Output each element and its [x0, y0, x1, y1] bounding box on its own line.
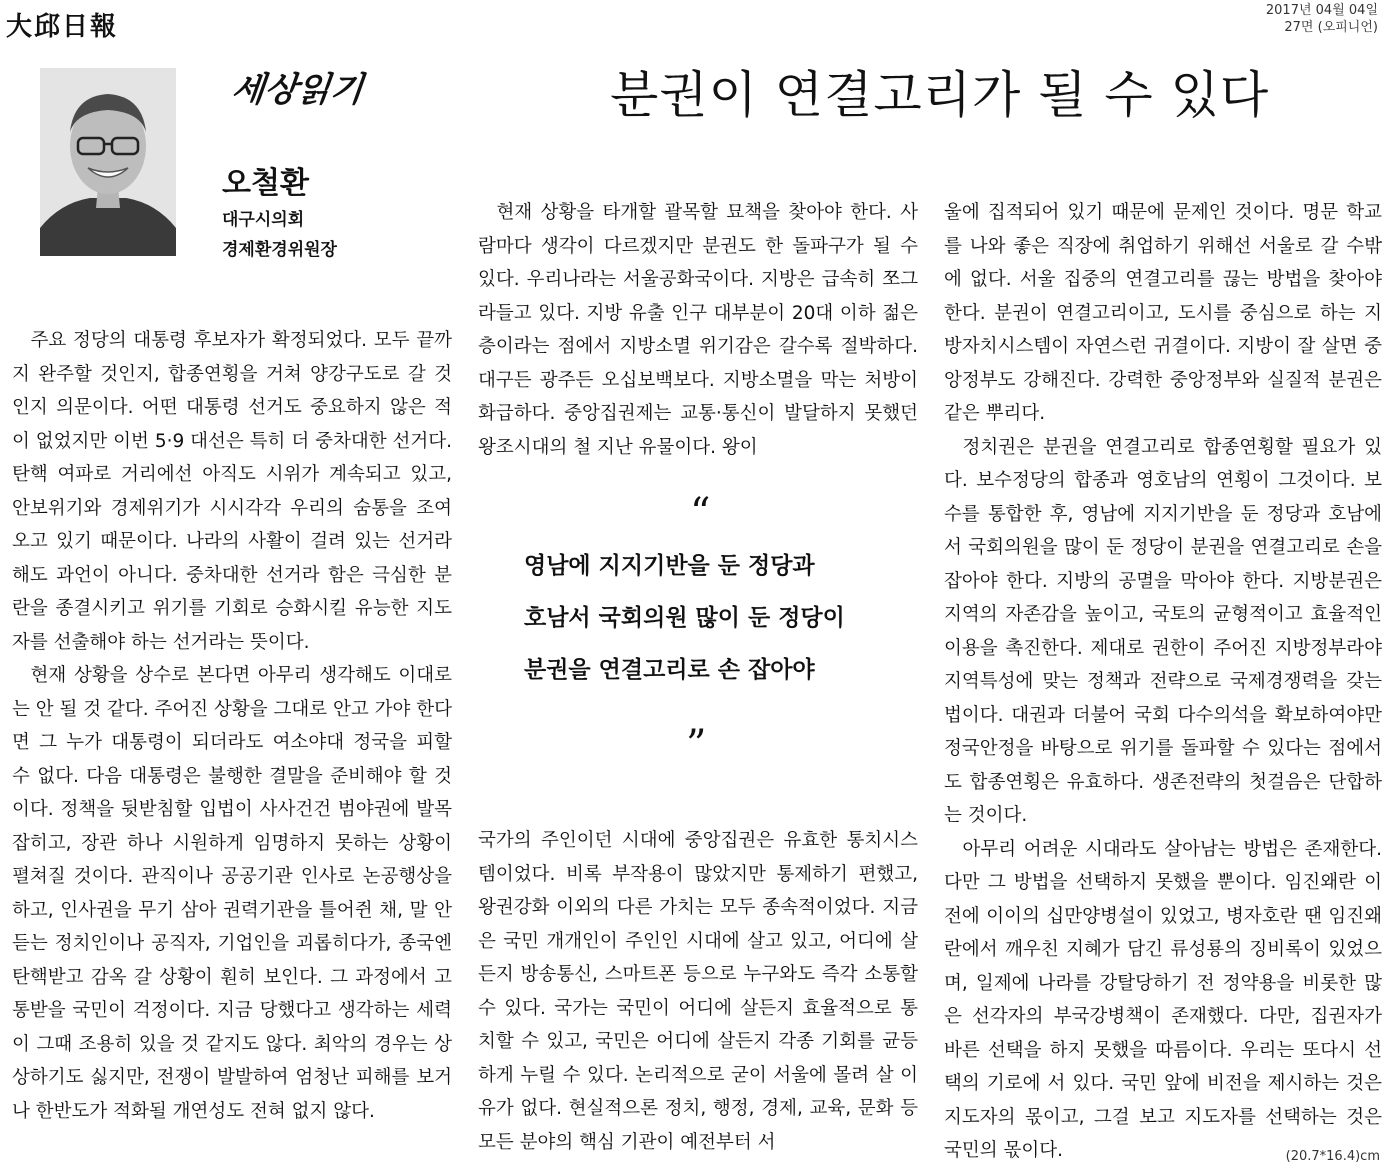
article-paragraph: 현재 상황을 상수로 본다면 아무리 생각해도 이대로는 안 될 것 같다. 주어진 상황을 그대로 안고 가야 한다면 그 누가 대통령이 되더라도 여소야대 정국을 피할 수 없다. 다음 대통령은 불행한 결말을 준비해야 할 것이다. 정책을 뒷받침할 입법이 사사건건 범야권에 발목 잡히고, 장관 하나 시원하게 임명하지 못하는 상황이 펼쳐질 것이다. 관직이나 공공기관 인사로 논공행상을 하고, 인사권을 무기 삼아 권력기관을 틀어쥔 채, 말 안 듣는 정치인이나 공직자, 기업인을 괴롭히다가, 종국엔 탄핵받고 감옥 갈 상황이 훤히 보인다. 그 과정에서 고통받을 국민이 걱정이다. 지금 당했다고 생각하는 세력이 그때 조용히 있을 것 같지도 않다. 최악의 경우는 상상하기도 싫지만, 전쟁이 발발하여 엄청난 피해를 보거나 한반도가 적화될 개연성도 전혀 없지 않다. [12, 665, 452, 1122]
article-column-2-bottom [478, 824, 918, 1159]
clipping-size: (20.7*16.4)cm [1285, 1149, 1380, 1164]
article-paragraph: 국가의 주인이던 시대에 중앙집권은 유효한 통치시스템이었다. 비록 부작용이 많았지만 통제하기 편했고, 왕권강화 이외의 다른 가치는 모두 종속적이었다. 지금은 국민 개개인이 주인인 시대에 살고 있고, 어디에 살든지 방송통신, 스마트폰 등으로 누구와도 즉각 소통할 수 있다. 국가는 국민이 어디에 살든지 효율적으로 통치할 수 있고, 국민은 어디에 살든지 각종 기회를 균등하게 누릴 수 있다. 논리적으로 굳이 서울에 몰려 살 이유가 없다. 현실적으론 정치, 행정, 경제, 교육, 문화 등 모든 분야의 핵심 기관이 예전부터 서 [478, 830, 918, 1153]
column-series-title: 세상읽기 [229, 70, 366, 110]
article-headline: 분권이 연결고리가 될 수 있다 [610, 66, 1270, 124]
author-name: 오철환 [222, 166, 309, 201]
article-paragraph: 현재 상황을 타개할 괄목할 묘책을 찾아야 한다. 사람마다 생각이 다르겠지만 분권도 한 돌파구가 될 수 있다. 우리나라는 서울공화국이다. 지방은 급속히 쪼그라들고 있다. 지방 유출 인구 대부분이 20대 이하 젊은 층이라는 점에서 지방소멸 위기감은 갈수록 절박하다. 대구든 광주든 오십보백보다. 지방소멸을 막는 처방이 화급하다. 중앙집권제는 교통·통신이 발달하지 못했던 왕조시대의 철 지난 유물이다. 왕이 [478, 202, 918, 458]
publication-date: 2017년 04월 04일 [1265, 3, 1378, 18]
pull-quote [524, 540, 845, 696]
author-portrait-image [40, 68, 176, 256]
pull-quote-line: 영남에 지지기반을 둔 정당과 [524, 552, 815, 579]
pull-quote-line: 호남서 국회의원 많이 둔 정당이 [524, 604, 845, 631]
author-affiliation-title: 경제환경위원장 [222, 240, 337, 260]
article-paragraph: 울에 집적되어 있기 때문에 문제인 것이다. 명문 학교를 나와 좋은 직장에 취업하기 위해선 서울로 갈 수밖에 없다. 서울 집중의 연결고리를 끊는 방법을 찾아야 한다. 분권이 연결고리이고, 도시를 중심으로 하는 지방자치시스템이 자연스런 귀결이다. 지방이 잘 살면 중앙정부도 강해진다. 강력한 중앙정부와 실질적 분권은 같은 뿌리다. [944, 202, 1382, 424]
author-affiliation [222, 205, 337, 265]
newspaper-logo: 大邱日報 [6, 12, 119, 42]
article-paragraph: 아무리 어려운 시대라도 살아남는 방법은 존재한다. 다만 그 방법을 선택하지 못했을 뿐이다. 임진왜란 이전에 이이의 십만양병설이 있었고, 병자호란 땐 임진왜란에서 깨우친 지혜가 담긴 류성룡의 징비록이 있었으며, 일제에 나라를 강탈당하기 전 정약용을 비롯한 많은 선각자의 부국강병책이 존재했다. 다만, 집권자가 바른 선택을 하지 못했을 따름이다. 우리는 또다시 선택의 기로에 서 있다. 국민 앞에 비전을 제시하는 것은 지도자의 몫이고, 그걸 보고 지도자를 선택하는 것은 국민의 몫이다. [944, 838, 1382, 1161]
article-paragraph: 주요 정당의 대통령 후보자가 확정되었다. 모두 끝까지 완주할 것인지, 합종연횡을 거쳐 양강구도로 갈 것인지 의문이다. 어떤 대통령 선거도 중요하지 않은 적이 없었지만 이번 5·9 대선은 특히 더 중차대한 선거다. 탄핵 여파로 거리에선 아직도 시위가 계속되고 있고, 안보위기와 경제위기가 시시각각 우리의 숨통을 조여오고 있기 때문이다. 나라의 사활이 걸려 있는 선거라 해도 과언이 아니다. 중차대한 선거라 함은 극심한 분란을 종결시키고 위기를 기회로 승화시킬 유능한 지도자를 선출해야 하는 선거라는 뜻이다. [12, 330, 452, 653]
pull-quote-close-mark: ” [686, 722, 707, 768]
article-paragraph: 정치권은 분권을 연결고리로 합종연횡할 필요가 있다. 보수정당의 합종과 영호남의 연횡이 그것이다. 보수를 통합한 후, 영남에 지지기반을 둔 정당과 호남에서 국회의원을 많이 둔 정당이 분권을 연결고리로 손을 잡아야 한다. 지방의 공멸을 막아야 한다. 지방분권은 지역의 자존감을 높이고, 국토의 균형적이고 효율적인 이용을 촉진한다. 제대로 권한이 주어진 지방정부라야 지역특성에 맞는 정책과 전략으로 국제경쟁력을 갖는 법이다. 대권과 더불어 국회 다수의석을 확보하여야만 정국안정을 바탕으로 위기를 돌파할 수 있다는 점에서도 합종연횡은 유효하다. 생존전략의 첫걸음은 단합하는 것이다. [944, 436, 1382, 826]
author-photo [40, 68, 176, 256]
article-column-1 [12, 324, 452, 1128]
article-column-3 [944, 196, 1382, 1168]
author-affiliation-org: 대구시의회 [222, 210, 305, 230]
article-column-2-top [478, 196, 918, 464]
pull-quote-open-mark: “ [690, 490, 711, 536]
page-section: 27면 (오피니언) [1284, 20, 1378, 35]
publication-meta [1266, 2, 1378, 36]
pull-quote-line: 분권을 연결고리로 손 잡아야 [524, 656, 815, 683]
